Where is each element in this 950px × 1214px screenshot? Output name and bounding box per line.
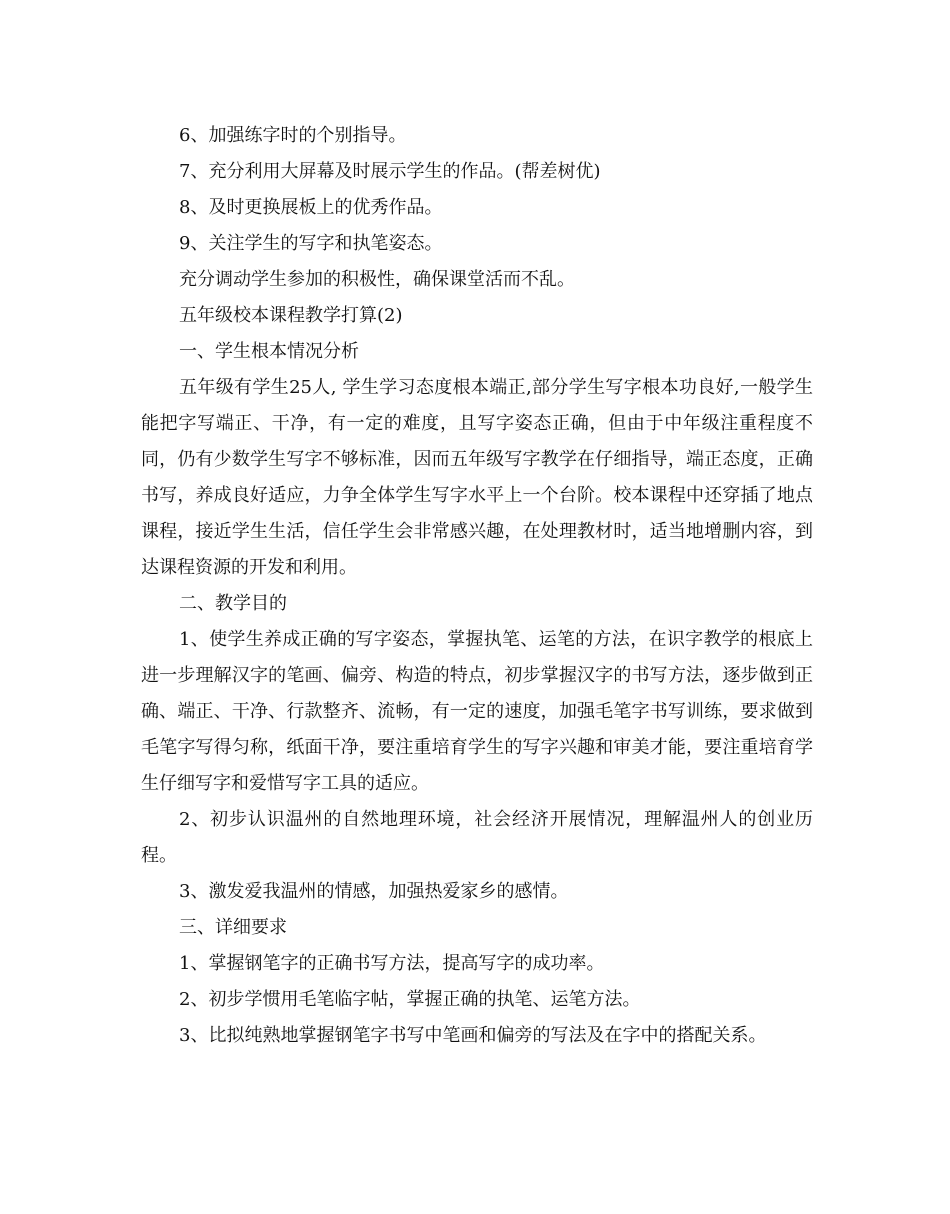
paragraph-goal-3: 3、激发爱我温州的情感，加强热爱家乡的感情。 bbox=[179, 881, 569, 902]
paragraph-screen-display: 7、充分利用大屏幕及时展示学生的作品。(帮差树优) bbox=[179, 161, 601, 182]
section-title-plan: 五年级校本课程教学打算(2) bbox=[179, 305, 403, 326]
paragraph-requirement-2: 2、初步学惯用毛笔临字帖，掌握正确的执笔、运笔方法。 bbox=[179, 989, 641, 1010]
heading-detailed-requirements: 三、详细要求 bbox=[179, 917, 287, 938]
document-body bbox=[141, 118, 813, 1054]
paragraph-requirement-1: 1、掌握钢笔字的正确书写方法，提高写字的成功率。 bbox=[179, 953, 605, 974]
heading-teaching-goals: 二、教学目的 bbox=[179, 593, 287, 614]
paragraph-posture: 9、关注学生的写字和执笔姿态。 bbox=[179, 233, 443, 254]
paragraph-goal-1: 1、使学生养成正确的写字姿态，掌握执笔、运笔的方法，在识字教学的根底上进一步理解汉字的笔画、偏旁、构造的特点，初步掌握汉字的书写方法，逐步做到正确、端正、干净、行款整齐、流畅，有一定的速度，加强毛笔字书写训练，要求做到毛笔字写得匀称，纸面干净，要注重培育学生的写字兴趣和审美才能，要注重培育学生仔细写字和爱惜写字工具的适应。 bbox=[141, 629, 813, 794]
paragraph-student-analysis: 五年级有学生25人, 学生学习态度根本端正,部分学生写字根本功良好,一般学生能把字写端正、干净，有一定的难度，且写字姿态正确，但由于中年级注重程度不同，仍有少数学生写字不够标准，因而五年级写字教学在仔细指导，端正态度，正确书写，养成良好适应，力争全体学生写字水平上一个台阶。校本课程中还穿插了地点课程，接近学生生活，信任学生会非常感兴趣，在处理教材时，适当地增删内容，到达课程资源的开发和利用。 bbox=[141, 377, 813, 578]
heading-student-analysis: 一、学生根本情况分析 bbox=[179, 341, 359, 362]
paragraph-guidance: 6、加强练字时的个别指导。 bbox=[179, 125, 407, 146]
paragraph-requirement-3: 3、比拟纯熟地掌握钢笔字书写中笔画和偏旁的写法及在字中的搭配关系。 bbox=[179, 1025, 767, 1046]
paragraph-goal-2: 2、初步认识温州的自然地理环境，社会经济开展情况，理解温州人的创业历程。 bbox=[141, 809, 813, 866]
paragraph-board-update: 8、及时更换展板上的优秀作品。 bbox=[179, 197, 443, 218]
paragraph-engagement: 充分调动学生参加的积极性，确保课堂活而不乱。 bbox=[179, 269, 575, 290]
